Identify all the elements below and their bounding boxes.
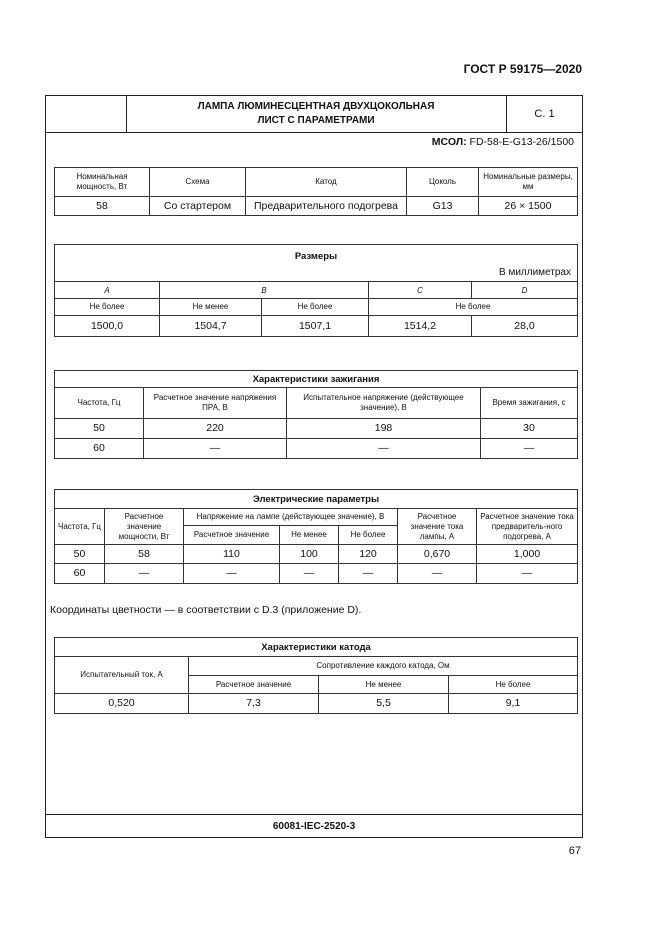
- table-cell: —: [105, 564, 184, 584]
- table-cell: —: [280, 564, 339, 584]
- table-cell: G13: [407, 197, 479, 216]
- table-cell: 0,520: [55, 694, 189, 714]
- table-cell: 120: [339, 545, 398, 564]
- table-cell: 1504,7: [160, 316, 262, 337]
- table-cell: 198: [287, 419, 481, 439]
- table-cell: 1514,2: [369, 316, 472, 337]
- cathode-title: Характеристики катода: [55, 638, 578, 657]
- table-cell: —: [144, 439, 287, 459]
- header-test-current: Испытательный ток, А: [55, 657, 189, 694]
- ignition-table: [54, 370, 578, 459]
- msol-value: FD-58-E-G13-26/1500: [469, 136, 574, 148]
- header-frequency: Частота, Гц: [55, 509, 105, 545]
- header-lamp-voltage: Напряжение на лампе (действующее значение), В: [184, 509, 398, 526]
- table-cell: —: [287, 439, 481, 459]
- table-cell: 28,0: [472, 316, 578, 337]
- table-cell: 50: [55, 545, 105, 564]
- cathode-table: [54, 637, 578, 714]
- table-cell: 30: [481, 419, 578, 439]
- table-cell: 0,670: [398, 545, 477, 564]
- header-test-voltage: Испытательное напряжение (действующее значение), В: [287, 388, 481, 419]
- electrical-table: [54, 489, 578, 584]
- table-cell: 9,1: [449, 694, 578, 714]
- standard-number: ГОСТ Р 59175—2020: [463, 62, 582, 76]
- header-cathode-resistance: Сопротивление каждого катода, Ом: [189, 657, 578, 676]
- header-resistance-max: Не более: [449, 676, 578, 694]
- dimension-letter-c: C: [369, 282, 472, 299]
- dimensions-unit: В миллиметрах: [499, 267, 571, 278]
- ignition-title: Характеристики зажигания: [55, 371, 578, 388]
- table-cell: 60: [55, 564, 105, 584]
- sheet-header: [46, 96, 582, 133]
- header-nominal-size: Номинальные размеры, мм: [479, 168, 578, 197]
- table-cell: 50: [55, 419, 144, 439]
- header-cathode: Катод: [246, 168, 407, 197]
- header-voltage-calc: Расчетное значение: [184, 526, 280, 545]
- msol-label: МСОЛ:: [431, 136, 467, 148]
- header-base: Цоколь: [407, 168, 479, 197]
- dimensions-title-cell: [55, 245, 578, 282]
- table-cell: 5,5: [319, 694, 449, 714]
- table-cell: 58: [55, 197, 150, 216]
- header-resistance-calc: Расчетное значение: [189, 676, 319, 694]
- chromaticity-note: Координаты цветности — в соответствии с D.3 (приложение D).: [50, 604, 362, 616]
- table-cell: 1507,1: [262, 316, 369, 337]
- dimension-letter-d: D: [472, 282, 578, 299]
- electrical-title: Электрические параметры: [55, 490, 578, 509]
- dimensions-table: [54, 244, 578, 337]
- table-cell: —: [481, 439, 578, 459]
- table-cell: 220: [144, 419, 287, 439]
- table-cell: 1500,0: [55, 316, 160, 337]
- limit-a: Не более: [55, 299, 160, 316]
- table-cell: —: [184, 564, 280, 584]
- limit-c-d: Не более: [369, 299, 578, 316]
- dimension-letter-b: B: [160, 282, 369, 299]
- table-cell: Предварительного подогрева: [246, 197, 407, 216]
- table-cell: 26 × 1500: [479, 197, 578, 216]
- header-rated-power: Расчетное значение мощности, Вт: [105, 509, 184, 545]
- table-cell: 110: [184, 545, 280, 564]
- limit-b-max: Не более: [262, 299, 369, 316]
- header-nominal-power: Номинальная мощность, Вт: [55, 168, 150, 197]
- header-scheme: Схема: [150, 168, 246, 197]
- header-ballast-voltage: Расчетное значение напряжения ПРА, В: [144, 388, 287, 419]
- header-lamp-current: Расчетное значение тока лампы, А: [398, 509, 477, 545]
- header-voltage-max: Не более: [339, 526, 398, 545]
- sheet-title-line2: ЛИСТ С ПАРАМЕТРАМИ: [257, 115, 375, 126]
- header-frequency: Частота, Гц: [55, 388, 144, 419]
- table-cell: 58: [105, 545, 184, 564]
- header-voltage-min: Не менее: [280, 526, 339, 545]
- table-cell: 1,000: [477, 545, 578, 564]
- header-blank-cell: [46, 96, 127, 132]
- header-ignition-time: Время зажигания, с: [481, 388, 578, 419]
- header-preheat-current: Расчетное значение тока предваритель-ного подогрева, А: [477, 509, 578, 545]
- limit-b-min: Не менее: [160, 299, 262, 316]
- header-resistance-min: Не менее: [319, 676, 449, 694]
- table-cell: —: [398, 564, 477, 584]
- sheet-title-line1: ЛАМПА ЛЮМИНЕСЦЕНТНАЯ ДВУХЦОКОЛЬНАЯ: [197, 101, 435, 112]
- sheet-page-label: С. 1: [534, 108, 555, 120]
- dimension-letter-a: A: [55, 282, 160, 299]
- table-cell: 60: [55, 439, 144, 459]
- lamp-table: [54, 167, 578, 216]
- table-cell: 100: [280, 545, 339, 564]
- table-cell: Со стартером: [150, 197, 246, 216]
- msol-designation: [432, 136, 574, 148]
- page-number: 67: [568, 845, 581, 857]
- table-cell: —: [339, 564, 398, 584]
- footer-code: 60081-IEC-2520-3: [46, 814, 582, 837]
- table-cell: —: [477, 564, 578, 584]
- sheet-title: [126, 96, 507, 132]
- table-cell: 7,3: [189, 694, 319, 714]
- dimensions-title: Размеры: [294, 251, 338, 262]
